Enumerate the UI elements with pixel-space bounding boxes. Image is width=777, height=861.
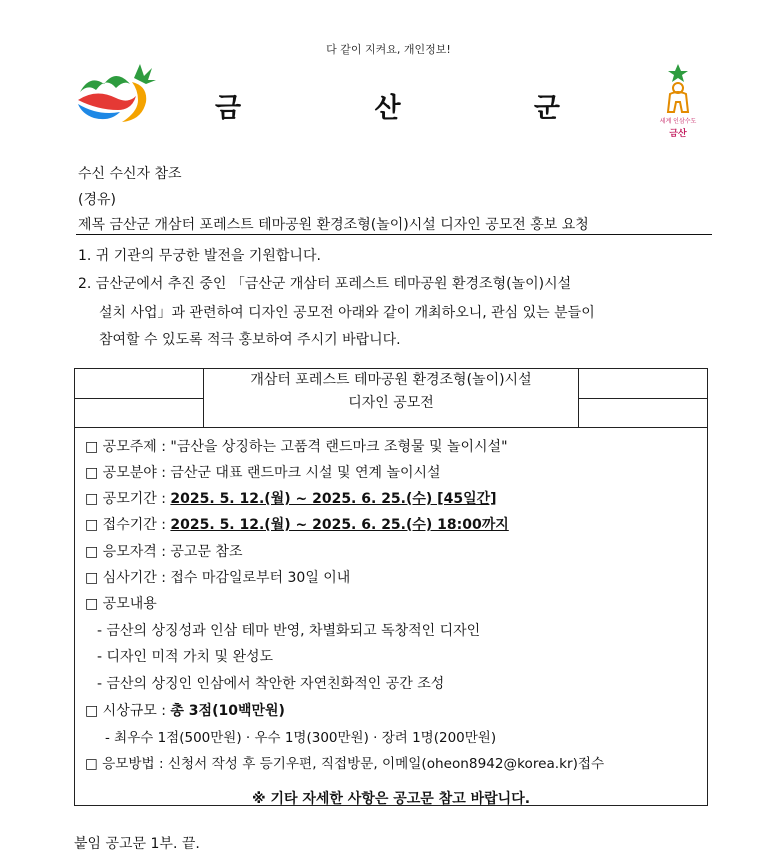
- item-theme: □ 공모주제 : "금산을 상징하는 고품격 랜드마크 조형물 및 놀이시설": [85, 439, 508, 455]
- header-left-cell: [75, 369, 204, 427]
- ginseng-capital-logo: [648, 64, 708, 142]
- notice-note: ※ 기타 자세한 사항은 공고문 참고 바랍니다.: [251, 791, 531, 807]
- item-period: □ 공모기간 : 2025. 5. 12.(월) ~ 2025. 6. 25.(수) [45일간]: [85, 491, 497, 507]
- contest-title: [203, 369, 579, 427]
- paragraph-2-line-3: 참여할 수 있도록 적극 홍보하여 주시기 바랍니다.: [99, 332, 401, 348]
- contest-title-line-2: 디자인 공모전: [348, 395, 434, 411]
- subject: 제목 금산군 개삼터 포레스트 테마공원 환경조형(놀이)시설 디자인 공모전 홍보 요청: [78, 217, 589, 233]
- item-content: □ 공모내용: [85, 596, 157, 612]
- paragraph-2-line-2: 설치 사업」과 관련하여 디자인 공모전 아래와 같이 개최하오니, 관심 있는 분들이: [99, 305, 595, 321]
- item-method: □ 응모방법 : 신청서 작성 후 등기우편, 직접방문, 이메일(oheon8942@korea.kr)접수: [85, 756, 605, 772]
- item-prize: □ 시상규모 : 총 3점(10백만원): [85, 703, 285, 719]
- content-sub-2: - 디자인 미적 가치 및 완성도: [97, 649, 274, 665]
- privacy-slogan: 다 같이 지켜요, 개인정보!: [326, 43, 451, 56]
- item-review: □ 심사기간 : 접수 마감일로부터 30일 이내: [85, 570, 351, 586]
- content-sub-3: - 금산의 상징인 인삼에서 착안한 자연친화적인 공간 조성: [97, 676, 445, 692]
- item-field: □ 공모분야 : 금산군 대표 랜드마크 시설 및 연계 놀이시설: [85, 465, 441, 481]
- attachment-line: 붙임 공고문 1부. 끝.: [74, 836, 200, 852]
- prize-detail: - 최우수 1점(500만원) · 우수 1명(300만원) · 장려 1명(200만원): [105, 730, 497, 746]
- paragraph-1: 1. 귀 기관의 무궁한 발전을 기원합니다.: [78, 248, 321, 264]
- logo-name: 금산: [669, 129, 687, 139]
- item-eligibility: □ 응모자격 : 공고문 참조: [85, 544, 243, 560]
- logo-caption: 세계 인삼수도: [659, 118, 697, 125]
- content-sub-1: - 금산의 상징성과 인삼 테마 반영, 차별화되고 독창적인 디자인: [97, 623, 481, 639]
- header-right-cell: [578, 369, 707, 427]
- recipient: 수신 수신자 참조: [78, 166, 182, 182]
- paragraph-2-line-1: 2. 금산군에서 추진 중인 「금산군 개삼터 포레스트 테마공원 환경조형(놀이)시설: [78, 276, 572, 292]
- via: (경유): [78, 192, 116, 208]
- subject-divider: [76, 234, 712, 235]
- contest-info-box: [74, 368, 708, 806]
- contest-title-line-1: 개삼터 포레스트 테마공원 환경조형(놀이)시설: [250, 372, 532, 388]
- page-title: 금 산 군: [214, 93, 623, 124]
- item-submission: □ 접수기간 : 2025. 5. 12.(월) ~ 2025. 6. 25.(수) 18:00까지: [85, 517, 509, 533]
